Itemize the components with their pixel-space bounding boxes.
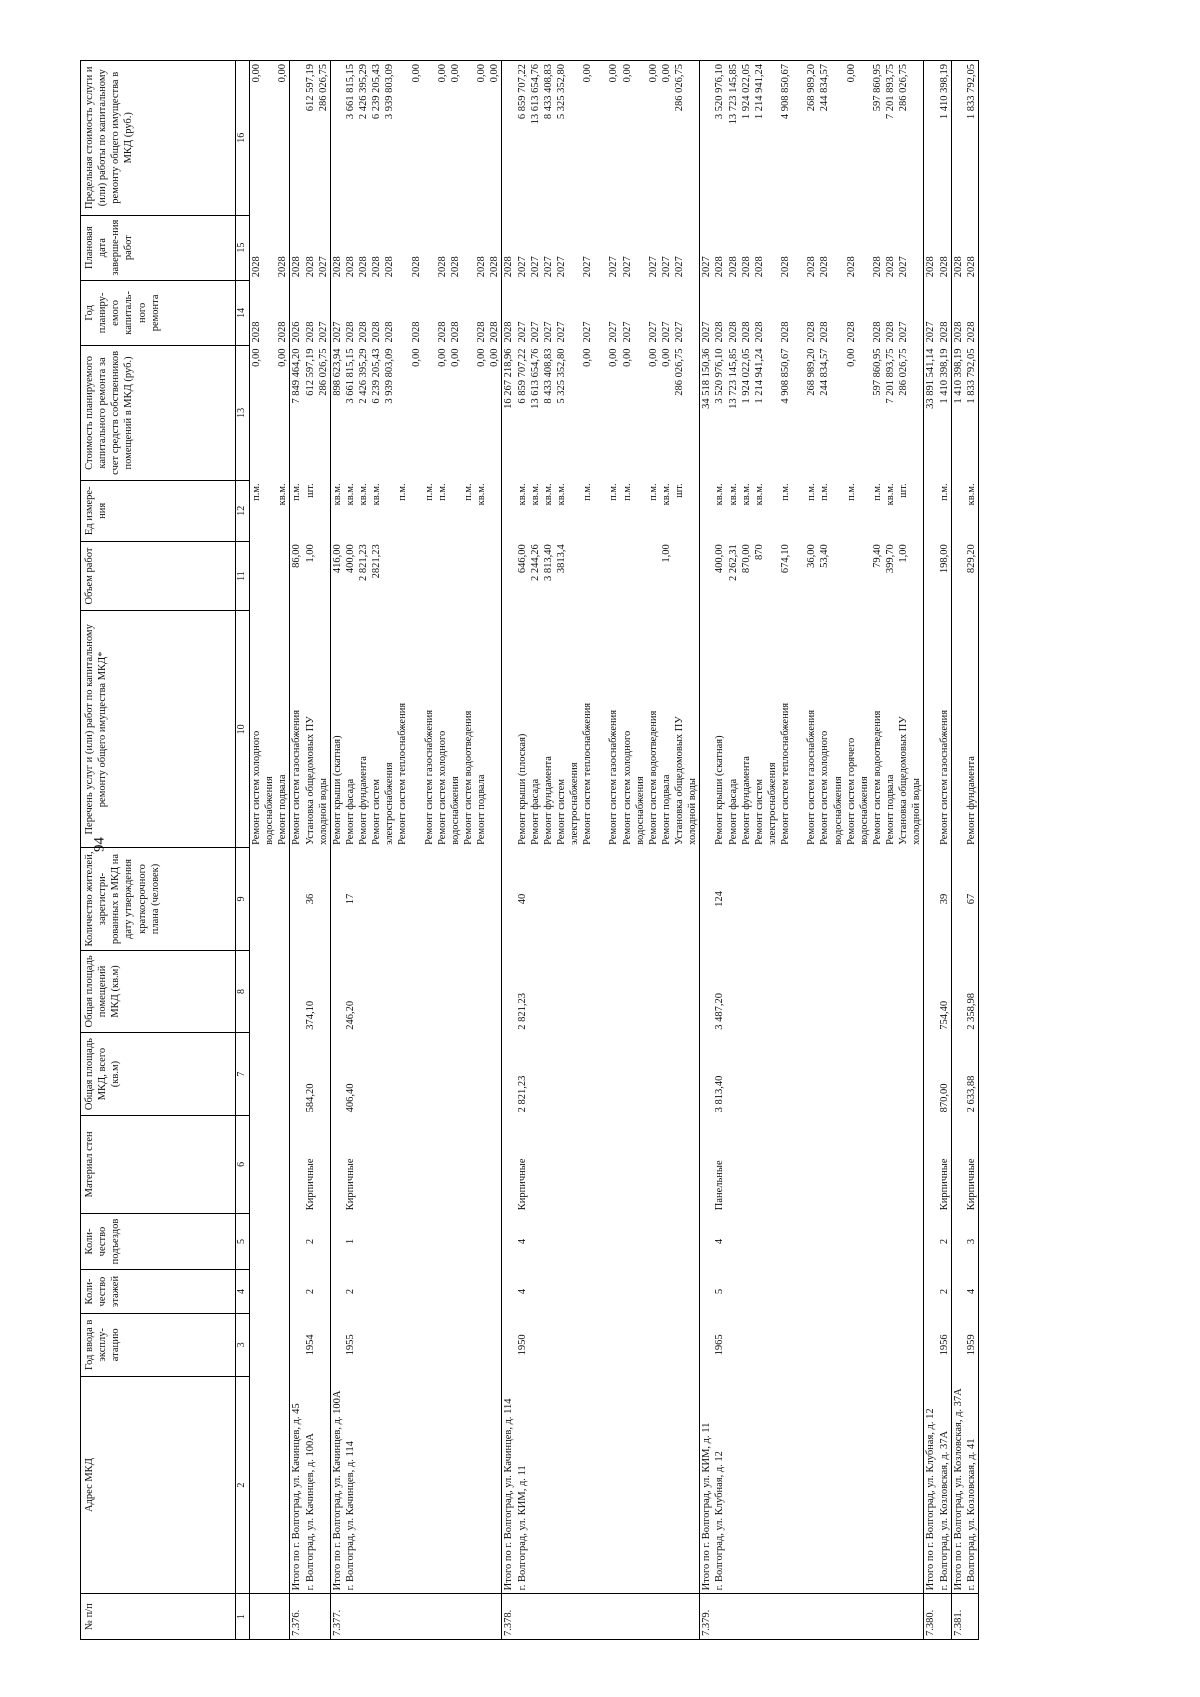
table-cell: 2027 2028 2028 2028 2028 2028 2028 2028 2028 2028 2028 2027 — [700, 280, 924, 345]
table-cell: 40 — [502, 848, 700, 950]
header-cell: № п/п — [81, 1594, 236, 1640]
table-cell: 7.381. — [951, 1594, 978, 1640]
table-cell: 2 — [290, 1270, 330, 1313]
column-number-cell: 1 — [236, 1594, 250, 1640]
column-number-cell: 7 — [236, 1033, 250, 1116]
table-cell: 2 — [330, 1270, 502, 1313]
table-row — [250, 61, 290, 1640]
header-cell: Стоимость планируемого капитального ремонта за счет средств собственников помещений в МКД (руб.) — [81, 346, 236, 481]
table-cell: Итого по г. Волгоград, ул. Качинцев, д. 45 г. Волгоград, ул. Качинцев, д. 100А — [290, 1376, 330, 1593]
table-body — [250, 61, 979, 1640]
header-cell: Материал стен — [81, 1115, 236, 1213]
table-row — [951, 61, 978, 1640]
table-cell: Кирпичные — [290, 1115, 330, 1213]
table-cell: 2028 2028 — [250, 280, 290, 345]
table-cell: Итого по г. Волгоград, ул. Клубная, д. 12 г. Волгоград, ул. Козловская, д. 37А — [924, 1376, 951, 1593]
table-cell: 898 623,94 3 661 815,15 2 426 395,29 6 239 205,43 3 939 803,09 0,00 0,00 0,00 0,00 0,00 — [330, 346, 502, 481]
table-cell: 374,10 — [290, 950, 330, 1033]
table-cell: 198,00 — [924, 541, 951, 611]
table-cell: 3 520 976,10 13 723 145,85 1 924 022,05 1 214 941,24 4 908 850,67 268 989,20 244 834,57 0,00 597 860,95 7 201 893,75 286 026,75 — [700, 61, 924, 216]
column-number-cell: 10 — [236, 611, 250, 848]
table-row — [502, 61, 700, 1640]
header-cell: Перечень услуг и (или) работ по капитальному ремонту общего имущества МКД* — [81, 611, 236, 848]
table-cell: Ремонт крыши (плоская) Ремонт фасада Ремонт фундамента Ремонт систем электроснабжения Ремонт систем теплоснабжения Ремонт систем газоснабжения Ремонт систем холодного водоснабжения Ремонт систем водоотведения Ремонт подвала Установка общедомовых ПУ холодной воды — [502, 611, 700, 848]
table-cell: Кирпичные — [951, 1115, 978, 1213]
header-cell: Ед измере-ния — [81, 480, 236, 541]
column-number-row — [236, 61, 250, 1640]
table-cell: кв.м. кв.м. кв.м. кв.м. п.м. п.м. п.м. п.м. кв.м. — [330, 480, 502, 541]
column-number-cell: 14 — [236, 280, 250, 345]
table-cell: Ремонт систем газоснабжения — [924, 611, 951, 848]
table-cell: 2 — [290, 1213, 330, 1270]
table-cell: 2 821,23 — [502, 950, 700, 1033]
table-cell: 1955 — [330, 1313, 502, 1376]
table-cell: 2 — [924, 1270, 951, 1313]
table-cell: 2027 2028 — [924, 280, 951, 345]
column-number-cell: 9 — [236, 848, 250, 950]
table-cell: Ремонт крыши (скатная) Ремонт фасада Ремонт фундамента Ремонт систем электроснабжения Ремонт систем теплоснабжения Ремонт систем газоснабжения Ремонт систем холодного водоснабжения Ремонт систем водоотведения Ремонт подвала — [330, 611, 502, 848]
table-row — [290, 61, 330, 1640]
table-cell: 67 — [951, 848, 978, 950]
table-cell: 1956 — [924, 1313, 951, 1376]
table-cell: 1959 — [951, 1313, 978, 1376]
table-cell: 39 — [924, 848, 951, 950]
table-cell: 646,00 2 244,26 3 813,40 3813,4 1,00 — [502, 541, 700, 611]
table-cell: 1954 — [290, 1313, 330, 1376]
table-cell: 7.380. — [924, 1594, 951, 1640]
table-cell: 2028 2028 — [924, 215, 951, 280]
column-number-cell: 2 — [236, 1376, 250, 1593]
table-cell: 246,20 — [330, 950, 502, 1033]
header-row — [81, 61, 236, 1640]
capital-repair-table — [80, 60, 979, 1640]
table-cell: 6 859 707,22 13 613 654,76 8 433 408,83 5 325 352,80 0,00 0,00 0,00 0,00 0,00 286 026,75 — [502, 61, 700, 216]
header-cell: Коли-чество подъездов — [81, 1213, 236, 1270]
table-cell: 584,20 — [290, 1033, 330, 1116]
table-cell: 3 813,40 — [700, 1033, 924, 1116]
table-cell: 2028 2027 2027 2027 2027 2027 2027 2027 2027 2027 2027 — [502, 215, 700, 280]
table-cell: 1 — [330, 1213, 502, 1270]
table-cell: п.м. — [924, 480, 951, 541]
table-cell: Кирпичные — [502, 1115, 700, 1213]
table-cell: кв.м. кв.м. кв.м. кв.м. п.м. п.м. п.м. п.м. кв.м. шт. — [502, 480, 700, 541]
table-cell: 4 — [502, 1213, 700, 1270]
column-number-cell: 8 — [236, 950, 250, 1033]
table-cell: 86,00 1,00 — [290, 541, 330, 611]
header-cell: Год планиру-емого капиталь-ного ремонта — [81, 280, 236, 345]
table-cell: 1965 — [700, 1313, 924, 1376]
table-cell: 3 487,20 — [700, 950, 924, 1033]
table-cell: 2 358,98 — [951, 950, 978, 1033]
table-cell — [250, 541, 290, 611]
table-cell: кв.м. — [951, 480, 978, 541]
table-cell: 400,00 2 262,31 870,00 870 674,10 36,00 53,40 79,40 399,70 1,00 — [700, 541, 924, 611]
header-cell: Количество жителей, зарегистри-рованных в МКД на дату утверждения краткосрочного плана (человек) — [81, 848, 236, 950]
table-cell — [250, 1270, 290, 1313]
table-cell: 2028 2028 2028 2028 2028 2028 2028 2028 2028 2028 — [330, 215, 502, 280]
table-cell: 7.377. — [330, 1594, 502, 1640]
table-cell: 612 597,19 286 026,75 — [290, 61, 330, 216]
table-cell: 2 633,88 — [951, 1033, 978, 1116]
table-cell: 124 — [700, 848, 924, 950]
table-cell — [250, 848, 290, 950]
table-cell: Ремонт фундамента — [951, 611, 978, 848]
column-number-cell: 16 — [236, 61, 250, 216]
table-cell: 4 — [951, 1270, 978, 1313]
table-cell: 2028 2027 2027 2027 2027 2027 2027 2027 2027 2027 2027 — [502, 280, 700, 345]
table-cell: 0,00 0,00 — [250, 61, 290, 216]
table-cell: 33 891 541,14 1 410 398,19 — [924, 346, 951, 481]
table-cell: 2026 2028 2027 — [290, 280, 330, 345]
header-cell: Коли-чество этажей — [81, 1270, 236, 1313]
table-cell: 34 518 150,36 3 520 976,10 13 723 145,85 1 924 022,05 1 214 941,24 4 908 850,67 268 989,20 244 834,57 0,00 597 860,95 7 201 893,75 286 026,75 — [700, 346, 924, 481]
column-number-cell: 12 — [236, 480, 250, 541]
table-cell: 870,00 — [924, 1033, 951, 1116]
table-cell: Итого по г. Волгоград, ул. Качинцев, д. 114 г. Волгоград, ул. КИМ, д. 11 — [502, 1376, 700, 1593]
table-cell: кв.м. кв.м. кв.м. кв.м. п.м. п.м. п.м. п.м. п.м. кв.м. шт. — [700, 480, 924, 541]
header-cell: Год ввода в эксплу-атацию — [81, 1313, 236, 1376]
table-cell: 2028 2028 — [951, 280, 978, 345]
table-cell: 2027 2028 2028 2028 2028 2028 2028 2028 2028 2028 — [330, 280, 502, 345]
table-cell: 4 — [700, 1213, 924, 1270]
table-cell — [250, 1376, 290, 1593]
column-number-cell: 4 — [236, 1270, 250, 1313]
table-cell: 5 — [700, 1270, 924, 1313]
table-cell — [250, 1213, 290, 1270]
table-cell: Итого по г. Волгоград, ул. Качинцев, д. 100А г. Волгоград, ул. Качинцев, д. 114 — [330, 1376, 502, 1593]
table-cell: 16 267 218,96 6 859 707,22 13 613 654,76 8 433 408,83 5 325 352,80 0,00 0,00 0,00 0,00 0,00 286 026,75 — [502, 346, 700, 481]
table-cell: Ремонт крыши (скатная) Ремонт фасада Ремонт фундамента Ремонт систем электроснабжения Ремонт систем теплоснабжения Ремонт систем газоснабжения Ремонт систем холодного водоснабжения Ремонт систем горячего водоснабжения Ремонт систем водоотведения Ремонт подвала Установка общедомовых ПУ холодной воды — [700, 611, 924, 848]
table-cell: 1 410 398,19 — [924, 61, 951, 216]
table-cell: 1950 — [502, 1313, 700, 1376]
table-cell: 2027 2028 2028 2028 2028 2028 2028 2028 2028 2028 2028 2027 — [700, 215, 924, 280]
table-cell: Ремонт систем холодного водоснабжения Ремонт подвала — [250, 611, 290, 848]
table-cell: 2 — [924, 1213, 951, 1270]
table-cell: 3 — [951, 1213, 978, 1270]
table-cell: 2028 2028 — [250, 215, 290, 280]
table-cell: 754,40 — [924, 950, 951, 1033]
header-cell: Плановая дата заверше-ния работ — [81, 215, 236, 280]
page-number: 94 — [91, 837, 108, 852]
header-cell: Предельная стоимость услуги и (или) работы по капитальному ремонту общего имущества в МКД (руб.) — [81, 61, 236, 216]
table-cell: 7.378. — [502, 1594, 700, 1640]
column-number-cell: 6 — [236, 1115, 250, 1213]
table-cell — [250, 1594, 290, 1640]
header-cell: Общая площадь МКД, всего (кв.м) — [81, 1033, 236, 1116]
header-cell: Объем работ — [81, 541, 236, 611]
table-cell: 416,00 400,00 2 821,23 2821,23 — [330, 541, 502, 611]
column-number-cell: 15 — [236, 215, 250, 280]
table-cell: 7.376. — [290, 1594, 330, 1640]
column-number-cell: 13 — [236, 346, 250, 481]
table-cell: 1 833 792,05 — [951, 61, 978, 216]
table-cell: 2028 2028 2027 — [290, 215, 330, 280]
table-cell: 4 — [502, 1270, 700, 1313]
table-cell: Кирпичные — [924, 1115, 951, 1213]
table-cell: 7 849 464,20 612 597,19 286 026,75 — [290, 346, 330, 481]
table-cell — [250, 1115, 290, 1213]
header-cell: Адрес МКД — [81, 1376, 236, 1593]
table-cell: Ремонт систем газоснабжения Установка общедомовых ПУ холодной воды — [290, 611, 330, 848]
table-cell: 3 661 815,15 2 426 395,29 6 239 205,43 3 939 803,09 0,00 0,00 0,00 0,00 0,00 — [330, 61, 502, 216]
header-cell: Общая площадь помещений МКД (кв.м) — [81, 950, 236, 1033]
table-row — [924, 61, 951, 1640]
table-cell: п.м. кв.м. — [250, 480, 290, 541]
table-cell: 406,40 — [330, 1033, 502, 1116]
table-cell: Панельные — [700, 1115, 924, 1213]
table-cell: Кирпичные — [330, 1115, 502, 1213]
rotated-page — [80, 60, 1120, 1640]
column-number-cell: 11 — [236, 541, 250, 611]
table-cell: 829,20 — [951, 541, 978, 611]
table-cell: Итого по г. Волгоград, ул. Козловская, д. 37А г. Волгоград, ул. Козловская, д. 41 — [951, 1376, 978, 1593]
column-number-cell: 5 — [236, 1213, 250, 1270]
table-cell: п.м. шт. — [290, 480, 330, 541]
table-cell: Итого по г. Волгоград, ул. КИМ, д. 11 г. Волгоград, ул. Клубная, д. 12 — [700, 1376, 924, 1593]
column-number-cell: 3 — [236, 1313, 250, 1376]
table-cell: 2 821,23 — [502, 1033, 700, 1116]
table-cell: 36 — [290, 848, 330, 950]
table-row — [330, 61, 502, 1640]
table-cell — [250, 1313, 290, 1376]
table-cell: 7.379. — [700, 1594, 924, 1640]
table-cell: 17 — [330, 848, 502, 950]
table-cell: 2028 2028 — [951, 215, 978, 280]
table-cell: 1 410 398,19 1 833 792,05 — [951, 346, 978, 481]
table-cell — [250, 950, 290, 1033]
table-cell: 0,00 0,00 — [250, 346, 290, 481]
table-row — [700, 61, 924, 1640]
table-cell — [250, 1033, 290, 1116]
